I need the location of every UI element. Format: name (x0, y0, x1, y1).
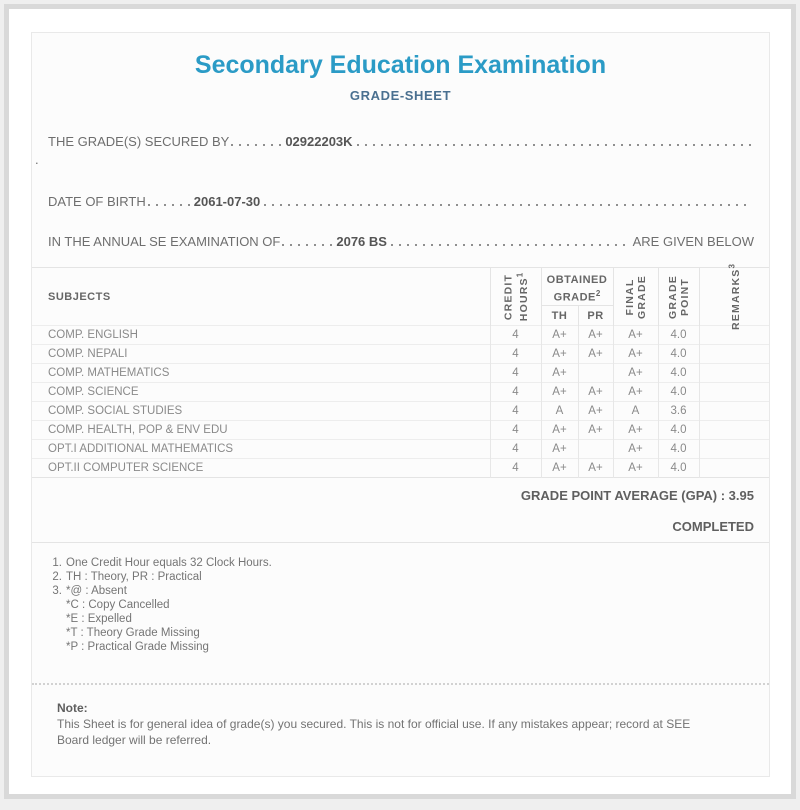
examination-year-value: 2076 BS (336, 234, 387, 249)
final-grade-cell: A (613, 402, 658, 421)
subject-cell: OPT.I ADDITIONAL MATHEMATICS (32, 440, 490, 459)
th-grade-cell: A (541, 402, 578, 421)
table-row (32, 383, 769, 402)
subject-cell: COMP. HEALTH, POP & ENV EDU (32, 421, 490, 440)
credit-cell: 4 (490, 345, 541, 364)
column-header-obtained-grade (541, 268, 613, 306)
th-grade-cell: A+ (541, 383, 578, 402)
footnote-text: *T : Theory Grade Missing (66, 627, 200, 639)
th-grade-cell: A+ (541, 364, 578, 383)
th-grade-cell: A+ (541, 326, 578, 345)
pr-grade-cell: A+ (578, 383, 613, 402)
subject-cell: COMP. NEPALI (32, 345, 490, 364)
column-header-remarks (699, 263, 769, 330)
remarks-cell (699, 402, 769, 421)
footnote-text: *P : Practical Grade Missing (66, 641, 209, 653)
credit-cell: 4 (490, 402, 541, 421)
footnotes-list (47, 556, 769, 654)
final-grade-cell: A+ (613, 459, 658, 478)
remarks-cell (699, 364, 769, 383)
footnote-marker (47, 640, 62, 654)
final-grade-label: FINAL GRADE (623, 274, 648, 319)
footnote-text: *@ : Absent (66, 585, 127, 597)
info-line-examination-year (32, 234, 769, 249)
dotted-filler (357, 144, 752, 146)
grade-point-cell: 4.0 (658, 364, 699, 383)
are-given-below-label: ARE GIVEN BELOW (632, 234, 754, 249)
footnote-item (47, 584, 769, 598)
final-grade-cell: A+ (613, 383, 658, 402)
remarks-cell (699, 383, 769, 402)
obtained-grade-footnote-ref: 2 (595, 288, 601, 298)
th-grade-cell: A+ (541, 421, 578, 440)
grade-point-cell: 4.0 (658, 383, 699, 402)
page-subtitle: GRADE-SHEET (349, 88, 452, 103)
credit-cell: 4 (490, 459, 541, 478)
pr-grade-cell (578, 364, 613, 383)
pr-grade-cell: A+ (578, 421, 613, 440)
remarks-cell (699, 459, 769, 478)
pr-grade-cell (578, 440, 613, 459)
grade-point-cell: 4.0 (658, 326, 699, 345)
pr-grade-cell: A+ (578, 326, 613, 345)
subject-cell: COMP. SCIENCE (32, 383, 490, 402)
final-grade-cell: A+ (613, 345, 658, 364)
note-text: This Sheet is for general idea of grade(s) you secured. This is not for official use. If any mistakes appear; record at SEE Board ledger will be referred. (57, 717, 691, 747)
credit-cell: 4 (490, 383, 541, 402)
footnote-marker (47, 598, 62, 612)
sheet-card (4, 4, 796, 799)
footnote-text: *E : Expelled (66, 613, 132, 625)
footnote-text: *C : Copy Cancelled (66, 599, 170, 611)
table-row (32, 364, 769, 383)
pr-grade-cell: A+ (578, 402, 613, 421)
footnote-item (47, 640, 769, 654)
final-grade-cell: A+ (613, 421, 658, 440)
credit-cell: 4 (490, 440, 541, 459)
column-header-final-grade (613, 268, 658, 326)
obtained-grade-label: OBTAINED GRADE (546, 273, 608, 304)
footnote-item (47, 598, 769, 612)
subject-cell: OPT.II COMPUTER SCIENCE (32, 459, 490, 478)
table-row (32, 421, 769, 440)
table-row (32, 345, 769, 364)
completion-status: COMPLETED (672, 519, 754, 534)
grade-point-cell: 4.0 (658, 440, 699, 459)
table-row (32, 326, 769, 345)
credit-hours-label: CREDIT HOURS (501, 273, 530, 321)
note-heading: Note: (57, 701, 88, 715)
table-row (32, 402, 769, 421)
credit-cell: 4 (490, 326, 541, 345)
dotted-filler (391, 244, 628, 246)
page-title: Secondary Education Examination (194, 51, 607, 79)
footnote-marker: 3. (52, 585, 62, 597)
remarks-footnote-ref: 3 (727, 263, 737, 268)
pr-grade-cell: A+ (578, 459, 613, 478)
th-grade-cell: A+ (541, 440, 578, 459)
subject-cell: COMP. MATHEMATICS (32, 364, 490, 383)
dotted-filler (231, 144, 281, 146)
column-header-credit-hours (490, 268, 541, 326)
footnote-text: One Credit Hour equals 32 Clock Hours. (66, 557, 272, 569)
info-line-secured-by (32, 134, 769, 149)
grade-sheet-panel (31, 32, 770, 777)
date-of-birth-value: 2061-07-30 (193, 194, 261, 209)
date-of-birth-label: DATE OF BIRTH (48, 194, 146, 209)
symbol-number-value: 02922203K (285, 134, 353, 149)
examination-label: IN THE ANNUAL SE EXAMINATION OF (48, 234, 281, 249)
remarks-cell (699, 440, 769, 459)
grade-point-cell: 4.0 (658, 459, 699, 478)
info-line-date-of-birth (32, 194, 769, 209)
secured-by-label: THE GRADE(S) SECURED BY (48, 134, 230, 149)
footnote-item (47, 612, 769, 626)
credit-cell: 4 (490, 421, 541, 440)
footnote-item (47, 570, 769, 584)
th-grade-cell: A+ (541, 345, 578, 364)
footnote-marker: 1. (52, 557, 62, 569)
grade-point-cell: 4.0 (658, 421, 699, 440)
remarks-cell (699, 421, 769, 440)
grades-table (32, 263, 769, 478)
table-row (32, 459, 769, 478)
gpa-value-line: GRADE POINT AVERAGE (GPA) : 3.95 (520, 488, 754, 503)
credit-hours-footnote-ref: 1 (514, 272, 524, 277)
summary-section (32, 478, 769, 543)
column-header-pr: PR (578, 306, 613, 326)
credit-cell: 4 (490, 364, 541, 383)
remarks-cell (699, 345, 769, 364)
final-grade-cell: A+ (613, 440, 658, 459)
footnote-marker (47, 612, 62, 626)
th-grade-cell: A+ (541, 459, 578, 478)
remarks-label: REMARKS (730, 267, 742, 330)
footnote-marker: 2. (52, 571, 62, 583)
grade-point-label: GRADE POINT (666, 274, 691, 319)
dotted-filler (148, 204, 190, 206)
dotted-filler (264, 204, 752, 206)
footnote-marker (47, 626, 62, 640)
grade-point-cell: 3.6 (658, 402, 699, 421)
footnote-item (47, 626, 769, 640)
footnote-text: TH : Theory, PR : Practical (66, 571, 202, 583)
subject-cell: COMP. ENGLISH (32, 326, 490, 345)
table-row (32, 440, 769, 459)
dotted-filler (282, 244, 332, 246)
final-grade-cell: A+ (613, 364, 658, 383)
column-header-subjects: SUBJECTS (48, 290, 111, 303)
grade-point-cell: 4.0 (658, 345, 699, 364)
column-header-th: TH (541, 306, 578, 326)
column-header-grade-point (658, 268, 699, 326)
pr-grade-cell: A+ (578, 345, 613, 364)
subject-cell: COMP. SOCIAL STUDIES (32, 402, 490, 421)
footnote-item (47, 556, 769, 570)
note-section (57, 701, 721, 748)
wrapped-dot: . (35, 152, 39, 167)
final-grade-cell: A+ (613, 326, 658, 345)
dotted-separator (32, 683, 769, 685)
